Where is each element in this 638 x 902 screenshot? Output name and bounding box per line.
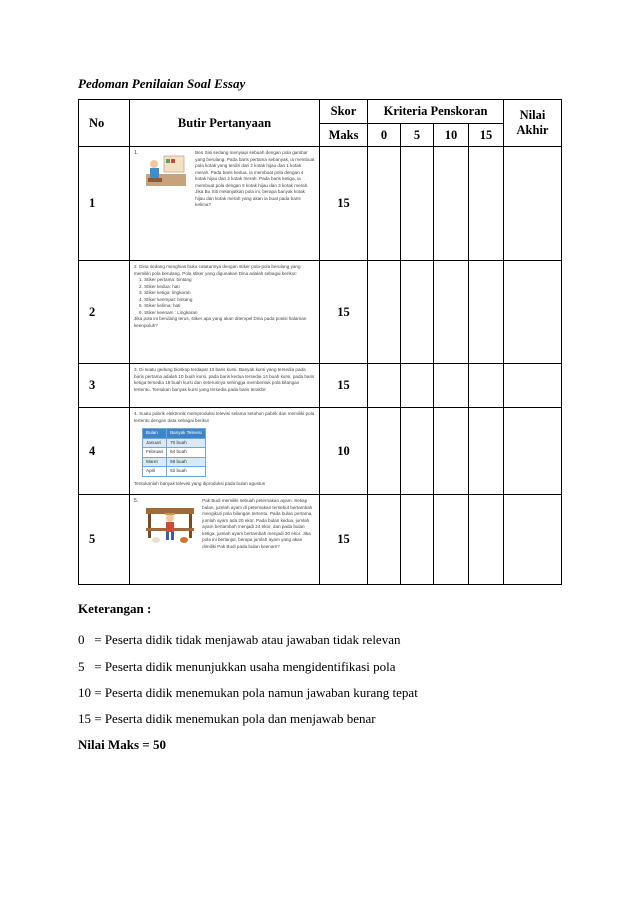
header-akhir: Akhir xyxy=(516,123,549,137)
row-skor: 15 xyxy=(320,364,368,408)
question-number: 4. xyxy=(134,411,138,416)
row-no: 4 xyxy=(79,408,130,495)
nilai-maks: Nilai Maks = 50 xyxy=(78,737,166,752)
question-number: 3. xyxy=(134,367,138,372)
mini-cell: April xyxy=(143,467,167,477)
question-number: 5. xyxy=(134,498,139,504)
table-row xyxy=(79,364,562,408)
header-skor: Skor xyxy=(320,100,368,124)
question-text: Dina sedang menghias buku catatannya dengan stiker pola-pola berulang yang memiliki pola berulang. Pola stiker yang digunakan Dina adalah sebagai berikut: xyxy=(134,264,301,276)
table-row xyxy=(79,408,562,495)
header-nilai-akhir xyxy=(504,100,562,147)
header-butir: Butir Pertanyaan xyxy=(130,100,320,147)
question-text: Pak Budi memiliki sebuah peternakan ayam. Setiap bulan, jumlah ayam di peternakan tersebut bertambah mengikuti pola bilangan tertentu. Pada bulan pertama, jumlah ayam ada 20 ekor. Pada bulan kedua, jumlah ayam bertambah menjadi 24 ekor, dan pada bulan ketiga, jumlah ayam bertambah menjadi 30 ekor. Jika pola ini berlanjut, berapa jumlah ayam yang akan dimiliki Pak Budi pada bulan keenam? xyxy=(202,498,313,549)
score-cell-15 xyxy=(469,495,504,585)
row-no: 2 xyxy=(79,261,130,364)
score-cell-15 xyxy=(469,147,504,261)
question-tail: Jika pola ini berulang terus, stiker apa yang akan ditempel Dina pada posisi halaman keenpuluh? xyxy=(134,316,307,328)
keterangan-line-15: 15 = Peserta didik menemukan pola dan menjawab benar xyxy=(78,711,376,726)
score-cell-15 xyxy=(469,261,504,364)
header-k5: 5 xyxy=(401,124,434,147)
question-cell xyxy=(130,364,320,408)
mini-header: Bulan xyxy=(143,429,167,439)
question-text: Di suatu gedung bioskop terdapat 10 baris kursi. Banyak kursi yang tersedia pada baris pertama adalah 10 buah kursi, pada baris kedua tersedia 14 buah kursi, pada baris ketiga tersedia 18 buah kursi dan seterusnya sehingga membentuk pola bilangan tertentu. Tentukan banyak kursi yang tersedia pada baris terakhir xyxy=(134,367,315,392)
nilai-akhir-cell xyxy=(504,408,562,495)
painting-illustration-icon xyxy=(144,150,189,190)
score-cell-0 xyxy=(368,495,401,585)
score-cell-15 xyxy=(469,364,504,408)
question-text: Beo Sisi sedang menyiapi sebuah dengan pola gambar yang berulang. Pada baris pertama sebanyak, ia membuat pola kotak yang terdiri dari 2 kotak hijau dan 1 kotak merah. Pada baris kedua, ia membuat pola dengan 4 kotak hijau dan 2 kotak merah. Pada baris ketiga, ia membuat pola dengan 6 kotak hijau dan 3 kotak merah. Jika Bu Siti melanjutkan pola ini, berapa banyak kotak hijau dan kotak merah yang akan ia buat pada baris kelima? xyxy=(195,150,315,207)
score-cell-10 xyxy=(434,261,469,364)
header-kriteria: Kriteria Penskoran xyxy=(368,100,504,124)
mini-cell: 52 buah xyxy=(167,467,206,477)
tv-production-table xyxy=(142,428,206,477)
row-skor: 15 xyxy=(320,495,368,585)
score-cell-5 xyxy=(401,261,434,364)
score-cell-0 xyxy=(368,261,401,364)
score-cell-0 xyxy=(368,147,401,261)
keterangan-title: Keterangan : xyxy=(78,601,152,616)
score-cell-5 xyxy=(401,147,434,261)
question-cell xyxy=(130,147,320,261)
score-cell-5 xyxy=(401,364,434,408)
score-cell-10 xyxy=(434,495,469,585)
question-tail: Tentukanlah banyak televisi yang diproduksi pada bulan agustus xyxy=(134,480,266,486)
table-row xyxy=(79,147,562,261)
keterangan-line-0: 0 = Peserta didik tidak menjawab atau jawaban tidak relevan xyxy=(78,632,401,647)
list-item: 4. Stiker keempat: bintang xyxy=(139,296,193,302)
question-number: 2. xyxy=(134,264,138,269)
nilai-akhir-cell xyxy=(504,261,562,364)
question-text: Suatu pabrik elektronik memproduksi televisi selama setahun pabrik dan memiliki pola tertentu dengan data sebagai berikut xyxy=(134,411,315,423)
score-cell-10 xyxy=(434,147,469,261)
header-nilai: Nilai xyxy=(519,108,546,122)
row-no: 3 xyxy=(79,364,130,408)
row-skor: 10 xyxy=(320,408,368,495)
nilai-akhir-cell xyxy=(504,147,562,261)
header-k0: 0 xyxy=(368,124,401,147)
keterangan-line-5: 5 = Peserta didik menunjukkan usaha mengidentifikasi pola xyxy=(78,659,396,674)
list-item: 3. Stiker ketiga: lingkaran xyxy=(139,290,191,295)
table-row xyxy=(79,495,562,585)
nilai-akhir-cell xyxy=(504,364,562,408)
keterangan-line-10: 10 = Peserta didik menemukan pola namun jawaban kurang tepat xyxy=(78,685,418,700)
mini-cell: Januari xyxy=(143,438,167,448)
score-cell-5 xyxy=(401,408,434,495)
list-item: 2. Stiker kedua: hati xyxy=(139,283,180,289)
header-k15: 15 xyxy=(469,124,504,147)
score-cell-0 xyxy=(368,408,401,495)
row-skor: 15 xyxy=(320,147,368,261)
table-row xyxy=(79,261,562,364)
score-cell-10 xyxy=(434,364,469,408)
row-no: 5 xyxy=(79,495,130,585)
row-skor: 15 xyxy=(320,261,368,364)
header-k10: 10 xyxy=(434,124,469,147)
list-item: 6. Stiker keenam : Lingkaran xyxy=(139,309,198,315)
list-item: 5. Stiker kelima: hati xyxy=(139,303,181,308)
mini-cell: Maret xyxy=(143,457,167,467)
farmer-chicken-illustration-icon xyxy=(144,498,196,548)
scoring-table xyxy=(78,99,562,585)
score-cell-0 xyxy=(368,364,401,408)
score-cell-5 xyxy=(401,495,434,585)
row-no: 1 xyxy=(79,147,130,261)
score-cell-15 xyxy=(469,408,504,495)
mini-header: Banyak Televisi xyxy=(167,429,206,439)
document-title: Pedoman Penilaian Soal Essay xyxy=(78,76,246,91)
question-cell xyxy=(130,408,320,495)
mini-cell: 64 buah xyxy=(167,448,206,458)
header-maks: Maks xyxy=(320,124,368,147)
question-cell xyxy=(130,495,320,585)
question-cell xyxy=(130,261,320,364)
list-item: 1. Stiker pertama: bintang xyxy=(139,277,192,282)
mini-cell: Februari xyxy=(143,448,167,458)
score-cell-10 xyxy=(434,408,469,495)
nilai-akhir-cell xyxy=(504,495,562,585)
header-no: No xyxy=(79,100,130,147)
question-number: 1. xyxy=(134,150,139,156)
mini-cell: 58 buah xyxy=(167,457,206,467)
mini-cell: 70 buah xyxy=(167,438,206,448)
